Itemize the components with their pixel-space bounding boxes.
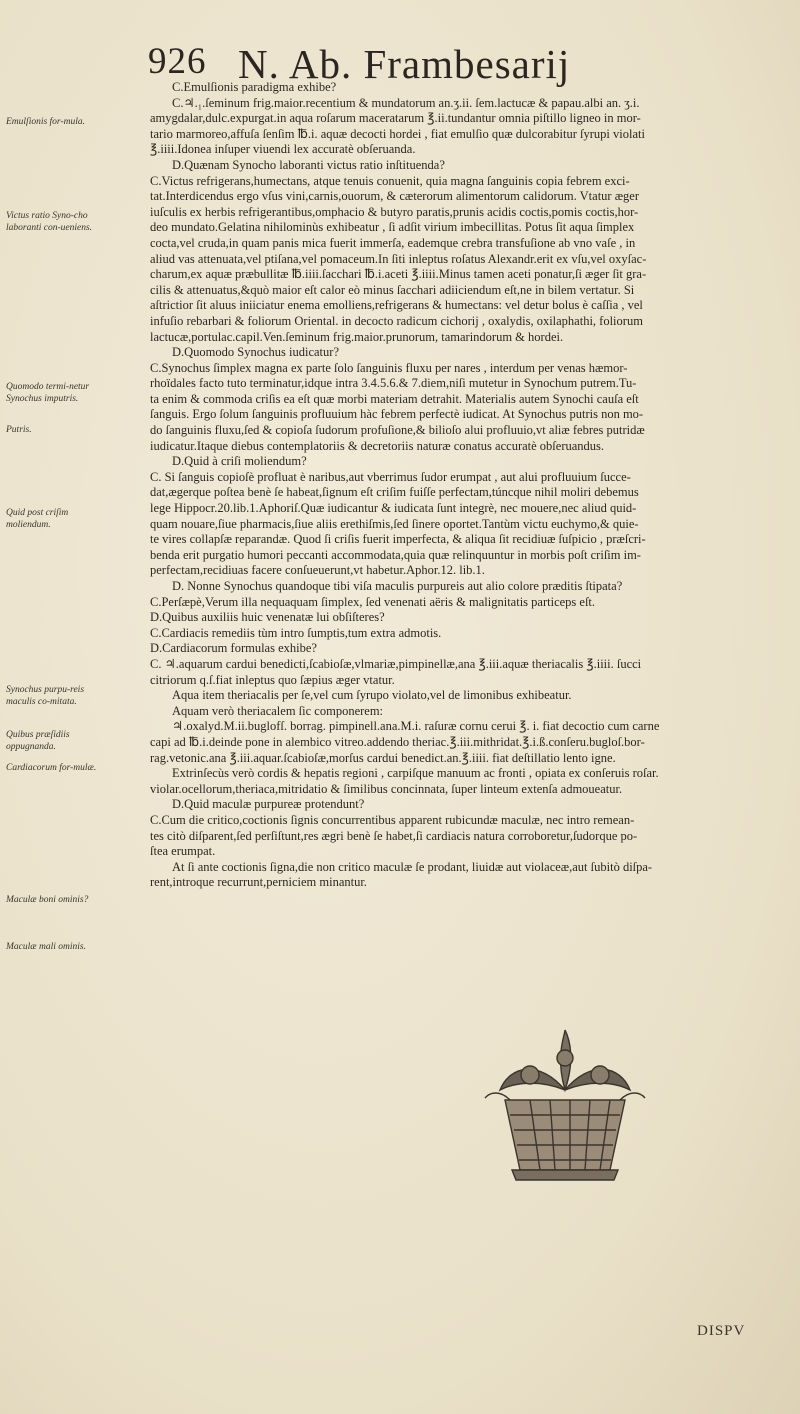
text-line: C.Perſæpè,Verum illa nequaquam ſimplex, ſed venenati aëris & malignitatis particeps eſt. [150, 594, 596, 609]
text-line: D.Quænam Synocho laboranti victus ratio inſtituenda? [172, 157, 445, 172]
margin-note: Putris. [6, 425, 32, 435]
text-line: C.Victus refrigerans,humectans, atque tenuis conuenit, quia magna ſanguinis copia febrem exci- [150, 173, 630, 188]
text-line: amygdalar,dulc.expurgat.in aqua roſarum maceratarum ℥.ii.tundantur omnia piſtillo ligneo in mor- [150, 111, 641, 126]
text-line: rent,introque recurrunt,perniciem minantur. [150, 875, 367, 890]
text-line: quam nouare,ſiue pharmacis,ſiue aliis erethiſmis,ſed ſinere oportet.Tantùm victu euchymo,& quie- [150, 516, 639, 531]
text-line: ſtea erumpat. [150, 844, 216, 859]
text-line: benda erit purgatio humori peccanti accommodata,quia quæ relinquuntur in morbis poſt criſim im- [150, 547, 641, 562]
text-line: perfectam,recidiuas facere conſueuerunt,vt habetur.Aphor.12. lib.1. [150, 563, 485, 578]
text-line: lactucæ,portulac.capil.Ven.ſeminum frig.maior.prunorum, tamarindorum & hordei. [150, 329, 564, 344]
text-line: tat.Interdicendus ergo vſus vini,carnis,ouorum, & cæterorum alimentorum calidorum. Vtatur æger [150, 189, 640, 204]
text-line: rag.vetonic.ana ℥.iii.aquar.ſcabioſæ,morſus cardui benedict.an.℥.iiii. fiat deſtillatio lento igne. [150, 750, 616, 765]
margin-note: Quid post criſim moliendum. [6, 508, 69, 530]
text-line: capi ad ℔.i.deinde pone in alembico vitreo.addendo theriac.℥.iii.mithridat.℥.i.ß.conſeru.bugloſ.bor- [150, 734, 645, 749]
text-line: ♃.oxalyd.M.ii.buglofſ. borrag. pimpinell.ana.M.i. raſuræ cornu cerui ℥. i. fiat decoctio cum carne [172, 719, 660, 734]
text-line: C. ♃.aquarum cardui benedicti,ſcabioſæ,vlmariæ,pimpinellæ,ana ℥.iii.aquæ theriacalis ℥.iiii. ſucci [150, 656, 642, 671]
margin-note: Quibus præſidiis oppugnanda. [6, 730, 70, 752]
text-line: D.Quibus auxiliis huic venenatæ lui obſiſteres? [150, 610, 385, 625]
catchword: DISPV [697, 1323, 746, 1339]
margin-note: Maculæ mali ominis. [6, 942, 86, 952]
text-line: rhoïdales facto tuto terminatur,idque intra 3.4.5.6.& 7.diem,niſi mutetur in Synochum putrem.Tu- [150, 376, 637, 391]
text-line: iudicatur.Itaque diebus contemplatoriis & decretoriis naturæ conatus accuratè obſeruandus. [150, 438, 605, 453]
text-line: D.Quid à criſi moliendum? [172, 454, 307, 469]
text-line: te vires collapſæ reparandæ. Quod ſi criſis fuerit imperfecta, & aliqua ſit recidiuæ ſuſpicio , præſcri- [150, 532, 646, 547]
text-line: charum,ex aquæ præbullitæ ℔.iiii.ſacchari ℔.i.aceti ℥.iiii.Minus tamen aceti ponatur,ſi æger ſit gra- [150, 267, 647, 282]
text-line: aſtrictior ſit aluus iniiciatur enema emolliens,refrigerans & humectans: vel detur bolus è caſſia , vel [150, 298, 643, 313]
page-number: 926 [148, 41, 207, 82]
text-line: C.Emulſionis paradigma exhibe? [172, 80, 337, 94]
text-line: tes citò diſparent,ſed perſiſtunt,res ægri benè ſe habet,ſi cardiacis natura corroboretur,ſudorque po- [150, 828, 638, 843]
text-line: D. Nonne Synochus quandoque tibi viſa maculis purpureis aut alio colore præditis ſtipata? [172, 579, 623, 593]
text-line: C.Cardiacis remediis tùm intro ſumptis,tum extra admotis. [150, 625, 442, 640]
text-line: infuſio rebarbari & foliorum Oriental. in decocto radicum cichorij , oxalydis, oxilaphathi, foliorum [150, 313, 643, 328]
text-line: ta enim & commoda criſis ea eſt quæ morbi materiam detrahit. Materialis autem Synochi cauſa eſt [150, 391, 639, 406]
text-line: citriorum q.ſ.fiat inleptus quo ſæpius æger vtatur. [150, 672, 395, 687]
text-line: cilis & attenuatus,&quò maior eſt calor eò minus ſacchari adiiciendum eſt,ne in bilem vertatur. Si [150, 282, 635, 297]
text-line: ℥.iiii.Idonea inſuper viuendi lex accuratè obſeruanda. [150, 142, 416, 157]
text-line: C.Cum die critico,coctionis ſignis concurrentibus apparent rubicundæ maculæ, nec intro remean- [150, 812, 635, 827]
text-line: lege Hippocr.20.lib.1.Aphoriſ.Quæ iudicantur & iudicata ſunt integrè, nec mouere,nec aliud quid- [150, 501, 637, 516]
text-line: aliud vas attenuata,vel ptiſana,vel pomaceum.In ſiti inleptus roſatus Alexandr.erit ex vſu,vel oxyſac- [150, 251, 647, 266]
text-line: dat,ægerque poſtea benè ſe habeat,ſignum eſt criſim fuiſſe perfectam,túncque nihil moliri debemus [150, 485, 639, 500]
text-line: At ſi ante coctionis ſigna,die non critico maculæ ſe prodant, liuidæ aut violaceæ,aut ſubitò diſpa- [172, 859, 653, 874]
text-line: D.Quomodo Synochus iudicatur? [172, 345, 339, 360]
body-text [150, 80, 790, 891]
text-line: D.Quid maculæ purpureæ protendunt? [172, 797, 365, 812]
margin-note: Maculæ boni ominis? [6, 895, 89, 905]
margin-note: Emulſionis for-mula. [6, 117, 85, 127]
text-line: Extrinſecùs verò cordis & hepatis regioni , carpiſque manuum ac fronti , opiata ex conſeruis roſar. [172, 766, 659, 781]
text-line: C. Si ſanguis copioſè profluat è naribus,aut vberrimus ſudor erumpat , aut alui profluuium ſucce- [150, 469, 631, 484]
text-line: Aquam verò theriacalem ſic componerem: [172, 703, 384, 718]
text-line: Aqua item theriacalis per ſe,vel cum ſyrupo violato,vel de limonibus exhibeatur. [172, 688, 572, 703]
running-title: N. Ab. Frambesarij [238, 41, 571, 87]
margin-note: Victus ratio Syno-cho laboranti con-ueniens. [6, 211, 93, 233]
text-line: do ſanguinis fluxu,ſed & copioſa ſudorum profuſione,& bilioſo alui profluuio,vt aliæ febres putridæ [150, 423, 645, 438]
flower-basket-ornament-icon [470, 1020, 660, 1190]
text-line: C.Synochus ſimplex magna ex parte ſolo ſanguinis fluxu per nares , interdum per venas hæmor- [150, 360, 628, 375]
text-line: D.Cardiacorum formulas exhibe? [150, 641, 317, 656]
margin-note: Quomodo termi-netur Synochus imputris. [6, 382, 90, 404]
text-line: C.♃.₁.ſeminum frig.maior.recentium & mundatorum an.ʒ.ii. ſem.lactucæ & papau.albi an. ʒ.i. [172, 95, 640, 110]
text-line: cocta,vel cruda,in quam panis mica fuerit immerſa, eademque crebra transfuſione ab vno vaſe , in [150, 235, 636, 250]
margin-notes [0, 0, 115, 1414]
text-line: violar.ocellorum,theriaca,mitridatio & ſimilibus concinnata, ſuper linteum extenſa admoueatur. [150, 781, 623, 796]
margin-note: Synochus purpu-reis maculis co-mitata. [6, 685, 85, 707]
text-line: ſanguis. Ergo ſolum ſanguinis profluuium hàc febrem perfectè iudicat. At Synochus putris non mo- [150, 407, 644, 422]
margin-note: Cardiacorum for-mulæ. [6, 763, 97, 773]
text-line: tario marmoreo,affuſa ſenſim ℔.i. aquæ decocti hordei , fiat emulſio quæ dulcorabitur ſyrupi violati [150, 126, 645, 141]
text-line: deo mundato.Gelatina nihilominùs exhibeatur , ſi adſit virium imbecillitas. Potus ſit aqua ſimplex [150, 220, 635, 235]
text-line: iuſculis ex herbis refrigerantibus,omphacio & butyro paratis,prunis acidis coctis,pomis coctis,hor- [150, 204, 639, 219]
